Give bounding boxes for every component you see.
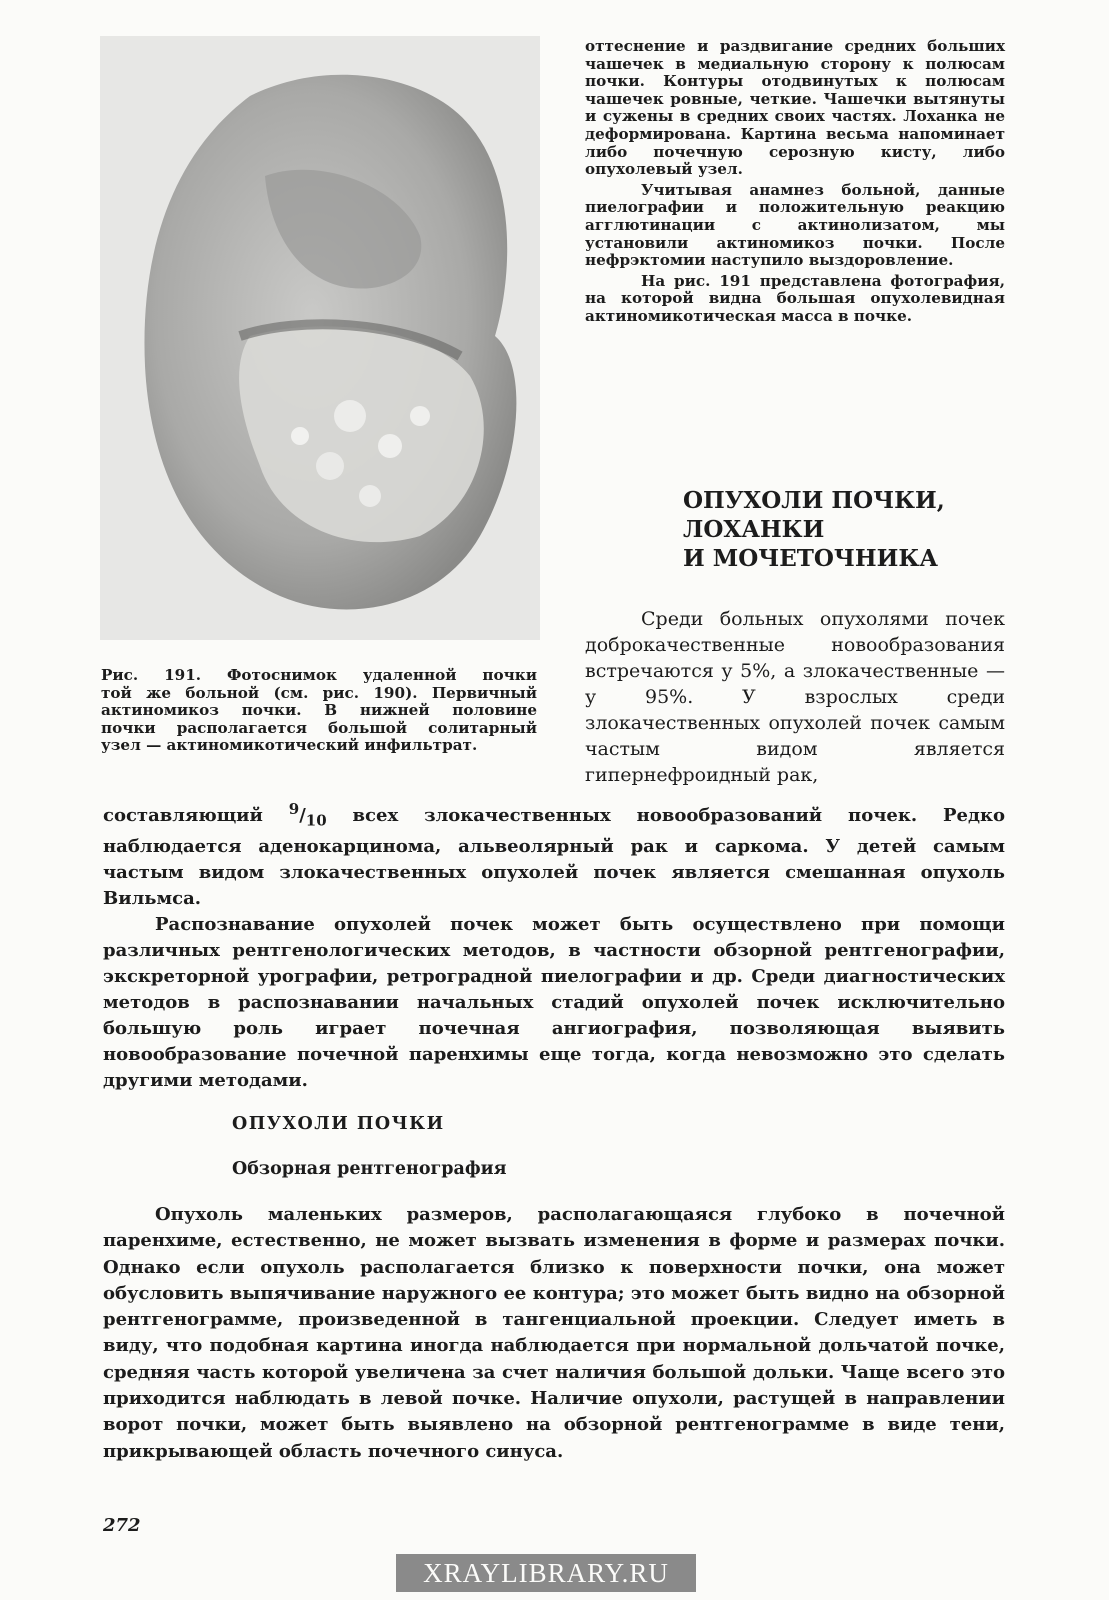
main-text-upper xyxy=(103,796,1005,1094)
intro-paragraph: Среди больных опухолями почек доброкачественные новообразования встречаются у 5%, а злокачественные — у 95%. У взрослых среди злокачественных опухолей почек самым частым видом является гипернефроидный рак, xyxy=(585,608,1005,786)
right-column-text xyxy=(585,38,1005,329)
main-text-lower xyxy=(103,1202,1005,1465)
caption-line: Рис. 191. Фотоснимок удаленной почки xyxy=(101,666,537,684)
paragraph: оттеснение и раздвигание средних больших чашечек в медиальную сторону к полюсам почки. Контуры отодвинутых к полюсам чашечек ровные, четкие. Чашечки вытянуты и сужены в средних своих частях. Лоханка не деформирована. Картина весьма напоминает либо почечную серозную кисту, либо опухолевый узел. xyxy=(585,37,1005,179)
subsection-title: ОПУХОЛИ ПОЧКИ xyxy=(232,1114,445,1134)
fraction-numerator: 9 xyxy=(288,800,300,818)
caption-line: той же больной (см. рис. 190). Первичный xyxy=(101,683,537,702)
subsubsection-title: Обзорная рентгенография xyxy=(232,1159,507,1179)
paragraph: На рис. 191 представлена фотография, на которой видна большая опухолевидная актиномикотическая масса в почке. xyxy=(585,271,1005,325)
watermark: XRAYLIBRARY.RU xyxy=(396,1554,696,1592)
caption-line: актиномикоз почки. В нижней половине xyxy=(101,701,537,720)
caption-line: почки располагается большой солитарный xyxy=(101,718,537,737)
paragraph: Распознавание опухолей почек может быть осуществлено при помощи различных рентгенологических методов, в частности обзорной рентгенографии, экскреторной урографии, ретроградной пиелографии и др. Среди диагностических методов в распознавании начальных стадий опухолей почек исключительно большую роль играет почечная ангиография, позволяющая выявить новообразование почечной паренхимы еще тогда, когда невозможно это сделать другими методами. xyxy=(103,913,1005,1091)
paragraph: составляющий $^9/_{10}$ всех злокачественных новообразований почек. Редко наблюдается аденокарцинома, альвеолярный рак и саркома. У детей самым частым видом злокачественных опухолей почек является смешанная опухоль Вильмса. xyxy=(103,800,1005,909)
paragraph: Опухоль маленьких размеров, располагающаяся глубоко в почечной паренхиме, естественно, не может вызвать изменения в форме и размерах почки. Однако если опухоль располагается близко к поверхности почки, она может обусловить выпячивание наружного ее контура; это может быть видно на обзорной рентгенограмме, произведенной в тангенциальной проекции. Следует иметь в виду, что подобная картина иногда наблюдается при нормальной дольчатой почке, средняя часть которой увеличена за счет наличия большой дольки. Чаще всего это приходится наблюдать в левой почке. Наличие опухоли, растущей в направлении ворот почки, может быть выявлено на обзорной рентгенограмме в виде тени, прикрывающей область почечного синуса. xyxy=(103,1204,1005,1462)
section-title: ОПУХОЛИ ПОЧКИ, ЛОХАНКИ И МОЧЕТОЧНИКА xyxy=(683,487,945,572)
kidney-photo xyxy=(100,36,540,640)
page-number: 272 xyxy=(103,1515,141,1536)
paragraph: Учитывая анамнез больной, данные пиелографии и положительную реакцию агглютинации с актинолизатом, мы установили актиномикоз почки. После нефрэктомии наступило выздоровление. xyxy=(585,180,1005,270)
fraction-denominator: 10 xyxy=(305,811,327,830)
figure-caption xyxy=(101,667,537,755)
caption-line: узел — актиномикотический инфильтрат. xyxy=(101,736,478,755)
